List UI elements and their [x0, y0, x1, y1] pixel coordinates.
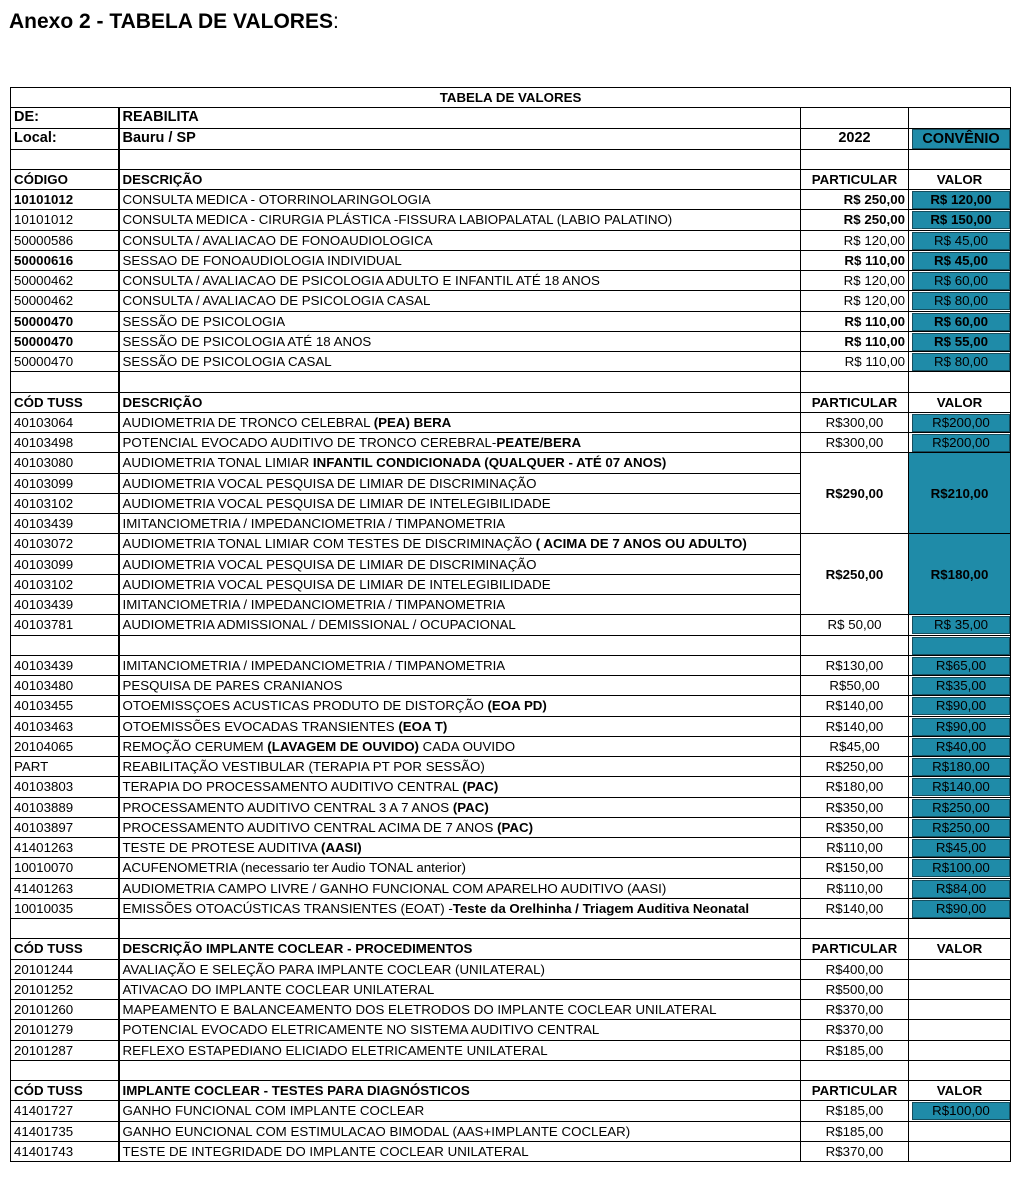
valor-badge: R$90,00 [912, 697, 1010, 715]
year: 2022 [801, 128, 909, 149]
description-cell: SESSÃO DE PSICOLOGIA [119, 311, 801, 331]
description-text: OTOEMISSÕES EVOCADAS TRANSIENTES [122, 718, 399, 734]
code-cell: 40103099 [11, 473, 119, 493]
valor-cell [909, 696, 1011, 716]
description-text: AUDIOMETRIA CAMPO LIVRE / GANHO FUNCIONAL COM APARELHO AUDITIVO (AASI) [122, 880, 667, 896]
description-cell: CONSULTA / AVALIACAO DE PSICOLOGIA ADULTO E INFANTIL ATÉ 18 ANOS [119, 271, 801, 291]
table-row [11, 190, 1011, 210]
code-cell: 20101252 [11, 979, 119, 999]
table-row [11, 412, 1011, 432]
description-text: AUDIOMETRIA VOCAL PESQUISA DE LIMIAR DE INTELEGIBILIDADE [122, 495, 551, 511]
col-header-particular: PARTICULAR [801, 939, 909, 959]
particular-cell: R$ 120,00 [801, 291, 909, 311]
code-cell: 40103439 [11, 595, 119, 615]
section2-rows [11, 412, 1011, 918]
col-header-desc: IMPLANTE COCLEAR - TESTES PARA DIAGNÓSTICOS [119, 1081, 801, 1101]
valor-cell [909, 757, 1011, 777]
valor-cell [909, 716, 1011, 736]
table-row [11, 230, 1011, 250]
col-header-particular: PARTICULAR [801, 1081, 909, 1101]
valor-badge: R$84,00 [912, 880, 1010, 898]
col-header-desc: DESCRIÇÃO [119, 392, 801, 412]
particular-cell: R$140,00 [801, 696, 909, 716]
description-text: IMITANCIOMETRIA / IMPEDANCIOMETRIA / TIMPANOMETRIA [122, 516, 506, 532]
description-text: TESTE DE PROTESE AUDITIVA [122, 840, 322, 856]
valor-badge: R$ 80,00 [912, 353, 1010, 371]
local-value: Bauru / SP [119, 128, 801, 149]
code-cell: 40103889 [11, 797, 119, 817]
particular-cell: R$ 120,00 [801, 230, 909, 250]
code-cell: 40103455 [11, 696, 119, 716]
valor-badge: R$200,00 [912, 434, 1010, 452]
description-cell: MAPEAMENTO E BALANCEAMENTO DOS ELETRODOS DO IMPLANTE COCLEAR UNILATERAL [119, 1000, 801, 1020]
description-cell: AUDIOMETRIA ADMISSIONAL / DEMISSIONAL / OCUPACIONAL [119, 615, 801, 635]
description-cell: SESSAO DE FONOAUDIOLOGIA INDIVIDUAL [119, 250, 801, 270]
valor-badge: R$ 150,00 [912, 211, 1010, 229]
spacer-row [11, 149, 1011, 169]
description-text: IMITANCIOMETRIA / IMPEDANCIOMETRIA / TIMPANOMETRIA [122, 657, 506, 673]
col-header-valor: VALOR [909, 392, 1011, 412]
valor-badge: R$45,00 [912, 839, 1010, 857]
description-text: PESQUISA DE PARES CRANIANOS [122, 678, 343, 694]
code-cell: 20101260 [11, 1000, 119, 1020]
col-header-code: CÓD TUSS [11, 392, 119, 412]
col-header-valor: VALOR [909, 939, 1011, 959]
valor-cell [909, 838, 1011, 858]
particular-cell: R$140,00 [801, 898, 909, 918]
spacer-row [11, 919, 1011, 939]
code-cell: 10101012 [11, 190, 119, 210]
description-text: TERAPIA DO PROCESSAMENTO AUDITIVO CENTRAL [122, 779, 463, 795]
description-text: EMISSÕES OTOACÚSTICAS TRANSIENTES (EOAT) - [122, 900, 453, 916]
code-cell: 41401263 [11, 878, 119, 898]
code-cell: 40103072 [11, 534, 119, 554]
code-cell: 20104065 [11, 736, 119, 756]
particular-cell: R$185,00 [801, 1101, 909, 1121]
table-row [11, 352, 1011, 372]
table-row [11, 1141, 1011, 1161]
code-cell: 40103498 [11, 433, 119, 453]
description-text: AUDIOMETRIA VOCAL PESQUISA DE LIMIAR DE DISCRIMINAÇÃO [122, 475, 537, 491]
valor-cell [909, 736, 1011, 756]
valor-cell [909, 190, 1011, 210]
valor-cell [909, 1101, 1011, 1121]
valor-cell [909, 331, 1011, 351]
description-highlight: (LAVAGEM DE OUVIDO) [267, 738, 419, 754]
code-cell: 40103099 [11, 554, 119, 574]
particular-cell: R$ 120,00 [801, 271, 909, 291]
description-cell [119, 676, 801, 696]
valor-badge-empty [912, 637, 1010, 655]
description-text: AUDIOMETRIA TONAL LIMIAR [122, 455, 313, 471]
table-row [11, 331, 1011, 351]
description-text: PROCESSAMENTO AUDITIVO CENTRAL ACIMA DE 7 ANOS [122, 819, 498, 835]
table-row [11, 716, 1011, 736]
description-cell [119, 574, 801, 594]
convenio-badge: CONVÊNIO [912, 129, 1010, 149]
table-row [11, 291, 1011, 311]
description-cell: POTENCIAL EVOCADO ELETRICAMENTE NO SISTEMA AUDITIVO CENTRAL [119, 1020, 801, 1040]
code-cell: 40103781 [11, 615, 119, 635]
code-cell: 20101244 [11, 959, 119, 979]
table-row [11, 250, 1011, 270]
code-cell: 40103102 [11, 574, 119, 594]
code-cell: 10010035 [11, 898, 119, 918]
particular-cell: R$150,00 [801, 858, 909, 878]
group-valor-cell: R$180,00 [909, 534, 1011, 615]
description-cell [119, 554, 801, 574]
description-cell: CONSULTA / AVALIACAO DE PSICOLOGIA CASAL [119, 291, 801, 311]
table-row [11, 433, 1011, 453]
code-cell: 40103064 [11, 412, 119, 432]
description-cell [119, 777, 801, 797]
particular-cell: R$370,00 [801, 1000, 909, 1020]
valor-cell [909, 1141, 1011, 1161]
table-row [11, 878, 1011, 898]
table-row [11, 696, 1011, 716]
valor-badge: R$250,00 [912, 799, 1010, 817]
valor-badge: R$ 60,00 [912, 272, 1010, 290]
valor-badge: R$100,00 [912, 859, 1010, 877]
description-cell [119, 696, 801, 716]
valor-badge: R$90,00 [912, 718, 1010, 736]
valor-badge: R$180,00 [912, 758, 1010, 776]
code-cell: 10010070 [11, 858, 119, 878]
code-cell: 50000470 [11, 331, 119, 351]
particular-cell: R$ 110,00 [801, 352, 909, 372]
description-highlight: (EOA T) [398, 718, 448, 734]
particular-cell: R$ 250,00 [801, 190, 909, 210]
code-cell: 40103102 [11, 493, 119, 513]
table-row [11, 311, 1011, 331]
valor-badge: R$200,00 [912, 414, 1010, 432]
col-header-code: CÓD TUSS [11, 939, 119, 959]
description-cell [119, 878, 801, 898]
description-cell: GANHO FUNCIONAL COM IMPLANTE COCLEAR [119, 1101, 801, 1121]
description-text: REMOÇÃO CERUMEM [122, 738, 268, 754]
valor-cell [909, 1121, 1011, 1141]
code-cell: 50000462 [11, 291, 119, 311]
description-cell [119, 797, 801, 817]
valor-cell [909, 777, 1011, 797]
particular-cell: R$350,00 [801, 817, 909, 837]
valor-cell [909, 797, 1011, 817]
table-row [11, 757, 1011, 777]
description-text: REABILITAÇÃO VESTIBULAR (TERAPIA PT POR SESSÃO) [122, 759, 485, 775]
section4-header [11, 1081, 1011, 1101]
particular-cell: R$140,00 [801, 716, 909, 736]
description-text: POTENCIAL EVOCADO AUDITIVO DE TRONCO CEREBRAL- [122, 435, 497, 451]
col-header-desc: DESCRIÇÃO [119, 169, 801, 189]
description-cell [119, 757, 801, 777]
description-cell: REFLEXO ESTAPEDIANO ELICIADO ELETRICAMENTE UNILATERAL [119, 1040, 801, 1060]
code-cell: 41401727 [11, 1101, 119, 1121]
particular-cell: R$ 110,00 [801, 250, 909, 270]
description-text: AUDIOMETRIA DE TRONCO CELEBRAL [122, 414, 374, 430]
valor-cell [909, 655, 1011, 675]
particular-cell: R$ 110,00 [801, 331, 909, 351]
valor-cell [909, 311, 1011, 331]
description-cell: TESTE DE INTEGRIDADE DO IMPLANTE COCLEAR UNILATERAL [119, 1141, 801, 1161]
code-cell: 50000462 [11, 271, 119, 291]
code-cell: 40103439 [11, 514, 119, 534]
description-highlight: ( ACIMA DE 7 ANOS OU ADULTO) [535, 536, 747, 552]
de-row [11, 108, 1011, 128]
col-header-particular: PARTICULAR [801, 169, 909, 189]
description-highlight: PEATE/BERA [496, 435, 582, 451]
table-row [11, 210, 1011, 230]
table-row [11, 453, 1011, 473]
description-suffix: CADA OUVIDO [418, 738, 516, 754]
description-cell [119, 736, 801, 756]
valor-cell [909, 412, 1011, 432]
description-cell [119, 838, 801, 858]
valor-cell [909, 615, 1011, 635]
table-row [11, 838, 1011, 858]
code-cell: 41401263 [11, 838, 119, 858]
description-text: AUDIOMETRIA VOCAL PESQUISA DE LIMIAR DE INTELEGIBILIDADE [122, 576, 551, 592]
valor-cell [909, 1040, 1011, 1060]
de-value: REABILITA [119, 108, 801, 128]
code-cell: 50000616 [11, 250, 119, 270]
valor-cell [909, 352, 1011, 372]
code-cell: 41401735 [11, 1121, 119, 1141]
valor-cell [909, 1020, 1011, 1040]
code-cell: 20101287 [11, 1040, 119, 1060]
description-cell: GANHO EUNCIONAL COM ESTIMULACAO BIMODAL (AAS+IMPLANTE COCLEAR) [119, 1121, 801, 1141]
code-cell: 50000586 [11, 230, 119, 250]
description-cell: CONSULTA / AVALIACAO DE FONOAUDIOLOGICA [119, 230, 801, 250]
valor-cell [909, 858, 1011, 878]
table-row [11, 615, 1011, 635]
table-row [11, 858, 1011, 878]
valor-badge: R$90,00 [912, 900, 1010, 918]
valor-cell [909, 210, 1011, 230]
description-cell: AVALIAÇÃO E SELEÇÃO PARA IMPLANTE COCLEAR (UNILATERAL) [119, 959, 801, 979]
description-cell: SESSÃO DE PSICOLOGIA CASAL [119, 352, 801, 372]
table-row [11, 959, 1011, 979]
particular-cell: R$180,00 [801, 777, 909, 797]
description-cell [119, 473, 801, 493]
valor-cell [909, 250, 1011, 270]
description-cell: SESSÃO DE PSICOLOGIA ATÉ 18 ANOS [119, 331, 801, 351]
valor-cell [909, 959, 1011, 979]
description-highlight: (PAC) [462, 779, 499, 795]
valor-cell [909, 291, 1011, 311]
particular-cell: R$300,00 [801, 433, 909, 453]
description-cell [119, 817, 801, 837]
description-text: AUDIOMETRIA TONAL LIMIAR COM TESTES DE DISCRIMINAÇÃO [122, 536, 536, 552]
description-highlight: Teste da Orelhinha / Triagem Auditiva Neonatal [452, 900, 750, 916]
table-row [11, 777, 1011, 797]
spacer-row [11, 1060, 1011, 1080]
valor-cell [909, 898, 1011, 918]
section3-header [11, 939, 1011, 959]
col-header-code: CÓDIGO [11, 169, 119, 189]
group-particular-cell: R$290,00 [801, 453, 909, 534]
particular-cell: R$45,00 [801, 736, 909, 756]
table-row [11, 534, 1011, 554]
table-row [11, 1040, 1011, 1060]
code-cell: 10101012 [11, 210, 119, 230]
description-cell [119, 433, 801, 453]
code-cell: PART [11, 757, 119, 777]
valor-cell [909, 878, 1011, 898]
valor-cell [909, 1000, 1011, 1020]
table-title: TABELA DE VALORES [11, 88, 1011, 108]
description-cell [119, 514, 801, 534]
code-cell: 40103080 [11, 453, 119, 473]
particular-cell: R$50,00 [801, 676, 909, 696]
table-row [11, 676, 1011, 696]
table-row [11, 1000, 1011, 1020]
spacer-row [11, 635, 1011, 655]
description-cell [119, 412, 801, 432]
description-cell: ATIVACAO DO IMPLANTE COCLEAR UNILATERAL [119, 979, 801, 999]
particular-cell: R$ 50,00 [801, 615, 909, 635]
description-cell: CONSULTA MEDICA - OTORRINOLARINGOLOGIA [119, 190, 801, 210]
valor-cell [909, 979, 1011, 999]
local-row [11, 128, 1011, 149]
valor-cell [909, 817, 1011, 837]
particular-cell: R$250,00 [801, 757, 909, 777]
col-header-valor: VALOR [909, 169, 1011, 189]
particular-cell: R$300,00 [801, 412, 909, 432]
particular-cell: R$110,00 [801, 878, 909, 898]
local-label: Local: [11, 128, 119, 149]
code-cell: 40103897 [11, 817, 119, 837]
description-cell [119, 595, 801, 615]
group-valor-cell: R$210,00 [909, 453, 1011, 534]
valor-cell [909, 676, 1011, 696]
particular-cell: R$370,00 [801, 1141, 909, 1161]
description-highlight: (AASI) [321, 840, 362, 856]
valor-badge: R$ 35,00 [912, 616, 1010, 634]
code-cell: 40103480 [11, 676, 119, 696]
section2-header [11, 392, 1011, 412]
description-cell [119, 453, 801, 473]
description-text: AUDIOMETRIA VOCAL PESQUISA DE LIMIAR DE DISCRIMINAÇÃO [122, 556, 537, 572]
col-header-desc: DESCRIÇÃO IMPLANTE COCLEAR - PROCEDIMENTOS [119, 939, 801, 959]
page-title: Anexo 2 - TABELA DE VALORES: [9, 10, 339, 33]
col-header-code: CÓD TUSS [11, 1081, 119, 1101]
valor-badge: R$65,00 [912, 657, 1010, 675]
code-cell: 40103439 [11, 655, 119, 675]
table-row [11, 1020, 1011, 1040]
description-highlight: INFANTIL CONDICIONADA (QUALQUER - ATÉ 07 ANOS) [312, 455, 667, 471]
group-particular-cell: R$250,00 [801, 534, 909, 615]
particular-cell: R$185,00 [801, 1121, 909, 1141]
code-cell: 20101279 [11, 1020, 119, 1040]
description-highlight: (PAC) [497, 819, 534, 835]
code-cell: 50000470 [11, 352, 119, 372]
valor-cell [909, 635, 1011, 655]
valor-badge: R$ 55,00 [912, 333, 1010, 351]
table-row [11, 655, 1011, 675]
table-row [11, 817, 1011, 837]
description-cell [119, 898, 801, 918]
valor-badge: R$250,00 [912, 819, 1010, 837]
table-row [11, 1121, 1011, 1141]
valor-cell [909, 433, 1011, 453]
description-highlight: (PAC) [452, 799, 489, 815]
col-header-particular: PARTICULAR [801, 392, 909, 412]
description-cell [119, 716, 801, 736]
table-row [11, 1101, 1011, 1121]
valor-badge: R$ 80,00 [912, 292, 1010, 310]
particular-cell: R$ 110,00 [801, 311, 909, 331]
table-row [11, 797, 1011, 817]
values-table [10, 87, 1011, 1162]
valor-cell [909, 271, 1011, 291]
description-text: ACUFENOMETRIA (necessario ter Audio TONAL anterior) [122, 860, 466, 876]
description-cell [119, 655, 801, 675]
table-row [11, 898, 1011, 918]
description-cell [119, 534, 801, 554]
description-cell: CONSULTA MEDICA - CIRURGIA PLÁSTICA -FISSURA LABIOPALATAL (LABIO PALATINO) [119, 210, 801, 230]
code-cell: 40103803 [11, 777, 119, 797]
table-title-row [11, 88, 1011, 108]
spacer-row [11, 372, 1011, 392]
valor-badge: R$140,00 [912, 778, 1010, 796]
description-text: IMITANCIOMETRIA / IMPEDANCIOMETRIA / TIMPANOMETRIA [122, 597, 506, 613]
section1-header [11, 169, 1011, 189]
particular-cell: R$130,00 [801, 655, 909, 675]
code-cell: 41401743 [11, 1141, 119, 1161]
table-row [11, 979, 1011, 999]
description-text: PROCESSAMENTO AUDITIVO CENTRAL 3 A 7 ANOS [122, 799, 453, 815]
particular-cell: R$370,00 [801, 1020, 909, 1040]
table-row [11, 271, 1011, 291]
particular-cell: R$400,00 [801, 959, 909, 979]
particular-cell: R$110,00 [801, 838, 909, 858]
valor-badge: R$ 45,00 [912, 232, 1010, 250]
particular-cell: R$185,00 [801, 1040, 909, 1060]
valor-cell [909, 230, 1011, 250]
valor-badge: R$ 60,00 [912, 313, 1010, 331]
valor-badge: R$40,00 [912, 738, 1010, 756]
description-highlight: (PEA) BERA [373, 414, 452, 430]
de-label: DE: [11, 108, 119, 128]
particular-cell: R$ 250,00 [801, 210, 909, 230]
table-row [11, 736, 1011, 756]
description-text: OTOEMISSÇOES ACUSTICAS PRODUTO DE DISTORÇÃO [122, 698, 488, 714]
particular-cell: R$350,00 [801, 797, 909, 817]
section1-rows [11, 190, 1011, 372]
section3-rows [11, 959, 1011, 1060]
description-highlight: (EOA PD) [487, 698, 547, 714]
section4-rows [11, 1101, 1011, 1162]
valor-badge: R$35,00 [912, 677, 1010, 695]
code-cell: 50000470 [11, 311, 119, 331]
valor-badge: R$100,00 [912, 1102, 1010, 1120]
particular-cell: R$500,00 [801, 979, 909, 999]
col-header-valor: VALOR [909, 1081, 1011, 1101]
description-cell [119, 858, 801, 878]
description-cell [119, 493, 801, 513]
valor-badge: R$ 45,00 [912, 252, 1010, 270]
valor-badge: R$ 120,00 [912, 191, 1010, 209]
code-cell: 40103463 [11, 716, 119, 736]
